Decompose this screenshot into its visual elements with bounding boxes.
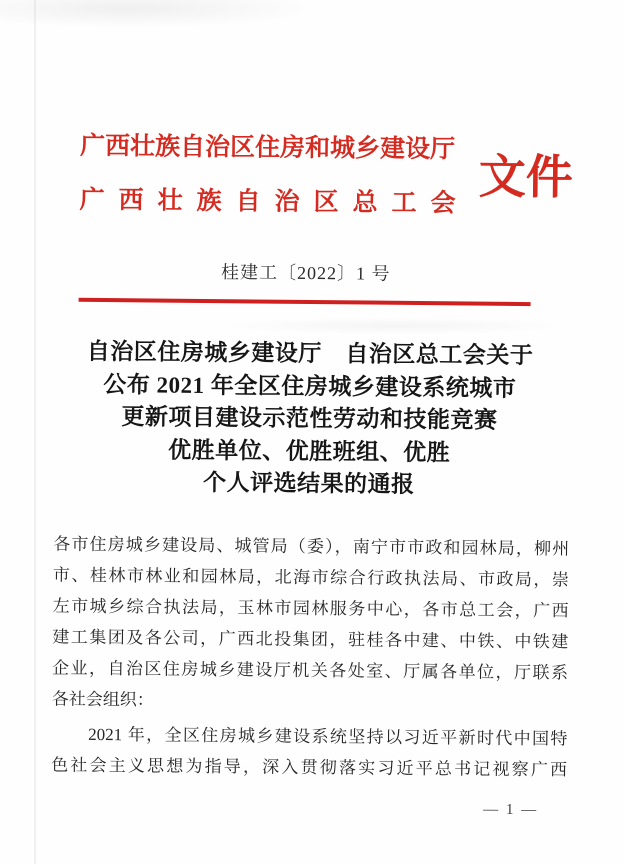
page-number: — 1 —	[483, 801, 539, 819]
letterhead	[79, 120, 482, 232]
title-line: 优胜单位、优胜班组、优胜	[168, 437, 451, 465]
body-line: 建工集团及各公司，广西北投集团，驻桂各中建、中铁、中铁建	[52, 627, 569, 652]
title-line: 公布 2021 年全区住房城乡建设系统城市	[103, 371, 517, 401]
body-line: 市、桂林市林业和园林局，北海市综合行政执法局、市政局，崇	[52, 565, 570, 590]
document-type-label: 文件	[478, 151, 574, 205]
document-body	[51, 529, 569, 786]
red-separator-line	[79, 298, 531, 306]
body-line: 2021 年，全区住房城乡建设系统坚持以习近平新时代中国特	[51, 724, 568, 749]
title-line: 更新项目建设示范性劳动和技能竞赛	[121, 404, 498, 433]
body-line: 各社会组织：	[51, 689, 154, 710]
org-name-line-2: 广西壮族自治区总工会	[79, 186, 470, 218]
title-line: 个人评选结果的通报	[202, 469, 415, 497]
body-line: 企业，自治区住房城乡建设厅机关各处室、厅属各单位，厅联系	[51, 658, 569, 683]
title-line: 自治区住房城乡建设厅 自治区总工会关于	[86, 338, 534, 369]
document-title	[39, 335, 581, 503]
document-number: 桂建工〔2022〕1 号	[221, 262, 391, 284]
body-line: 色社会主义思想为指导，深入贯彻落实习近平总书记视察广西	[51, 755, 568, 780]
org-name-line-1: 广西壮族自治区住房和城乡建设厅	[79, 132, 456, 164]
body-line: 左市城乡综合执法局，玉林市园林服务中心，各市总工会，广西	[52, 596, 569, 621]
body-line: 各市住房城乡建设局、城管局（委），南宁市市政和园林局，柳州	[53, 534, 570, 559]
